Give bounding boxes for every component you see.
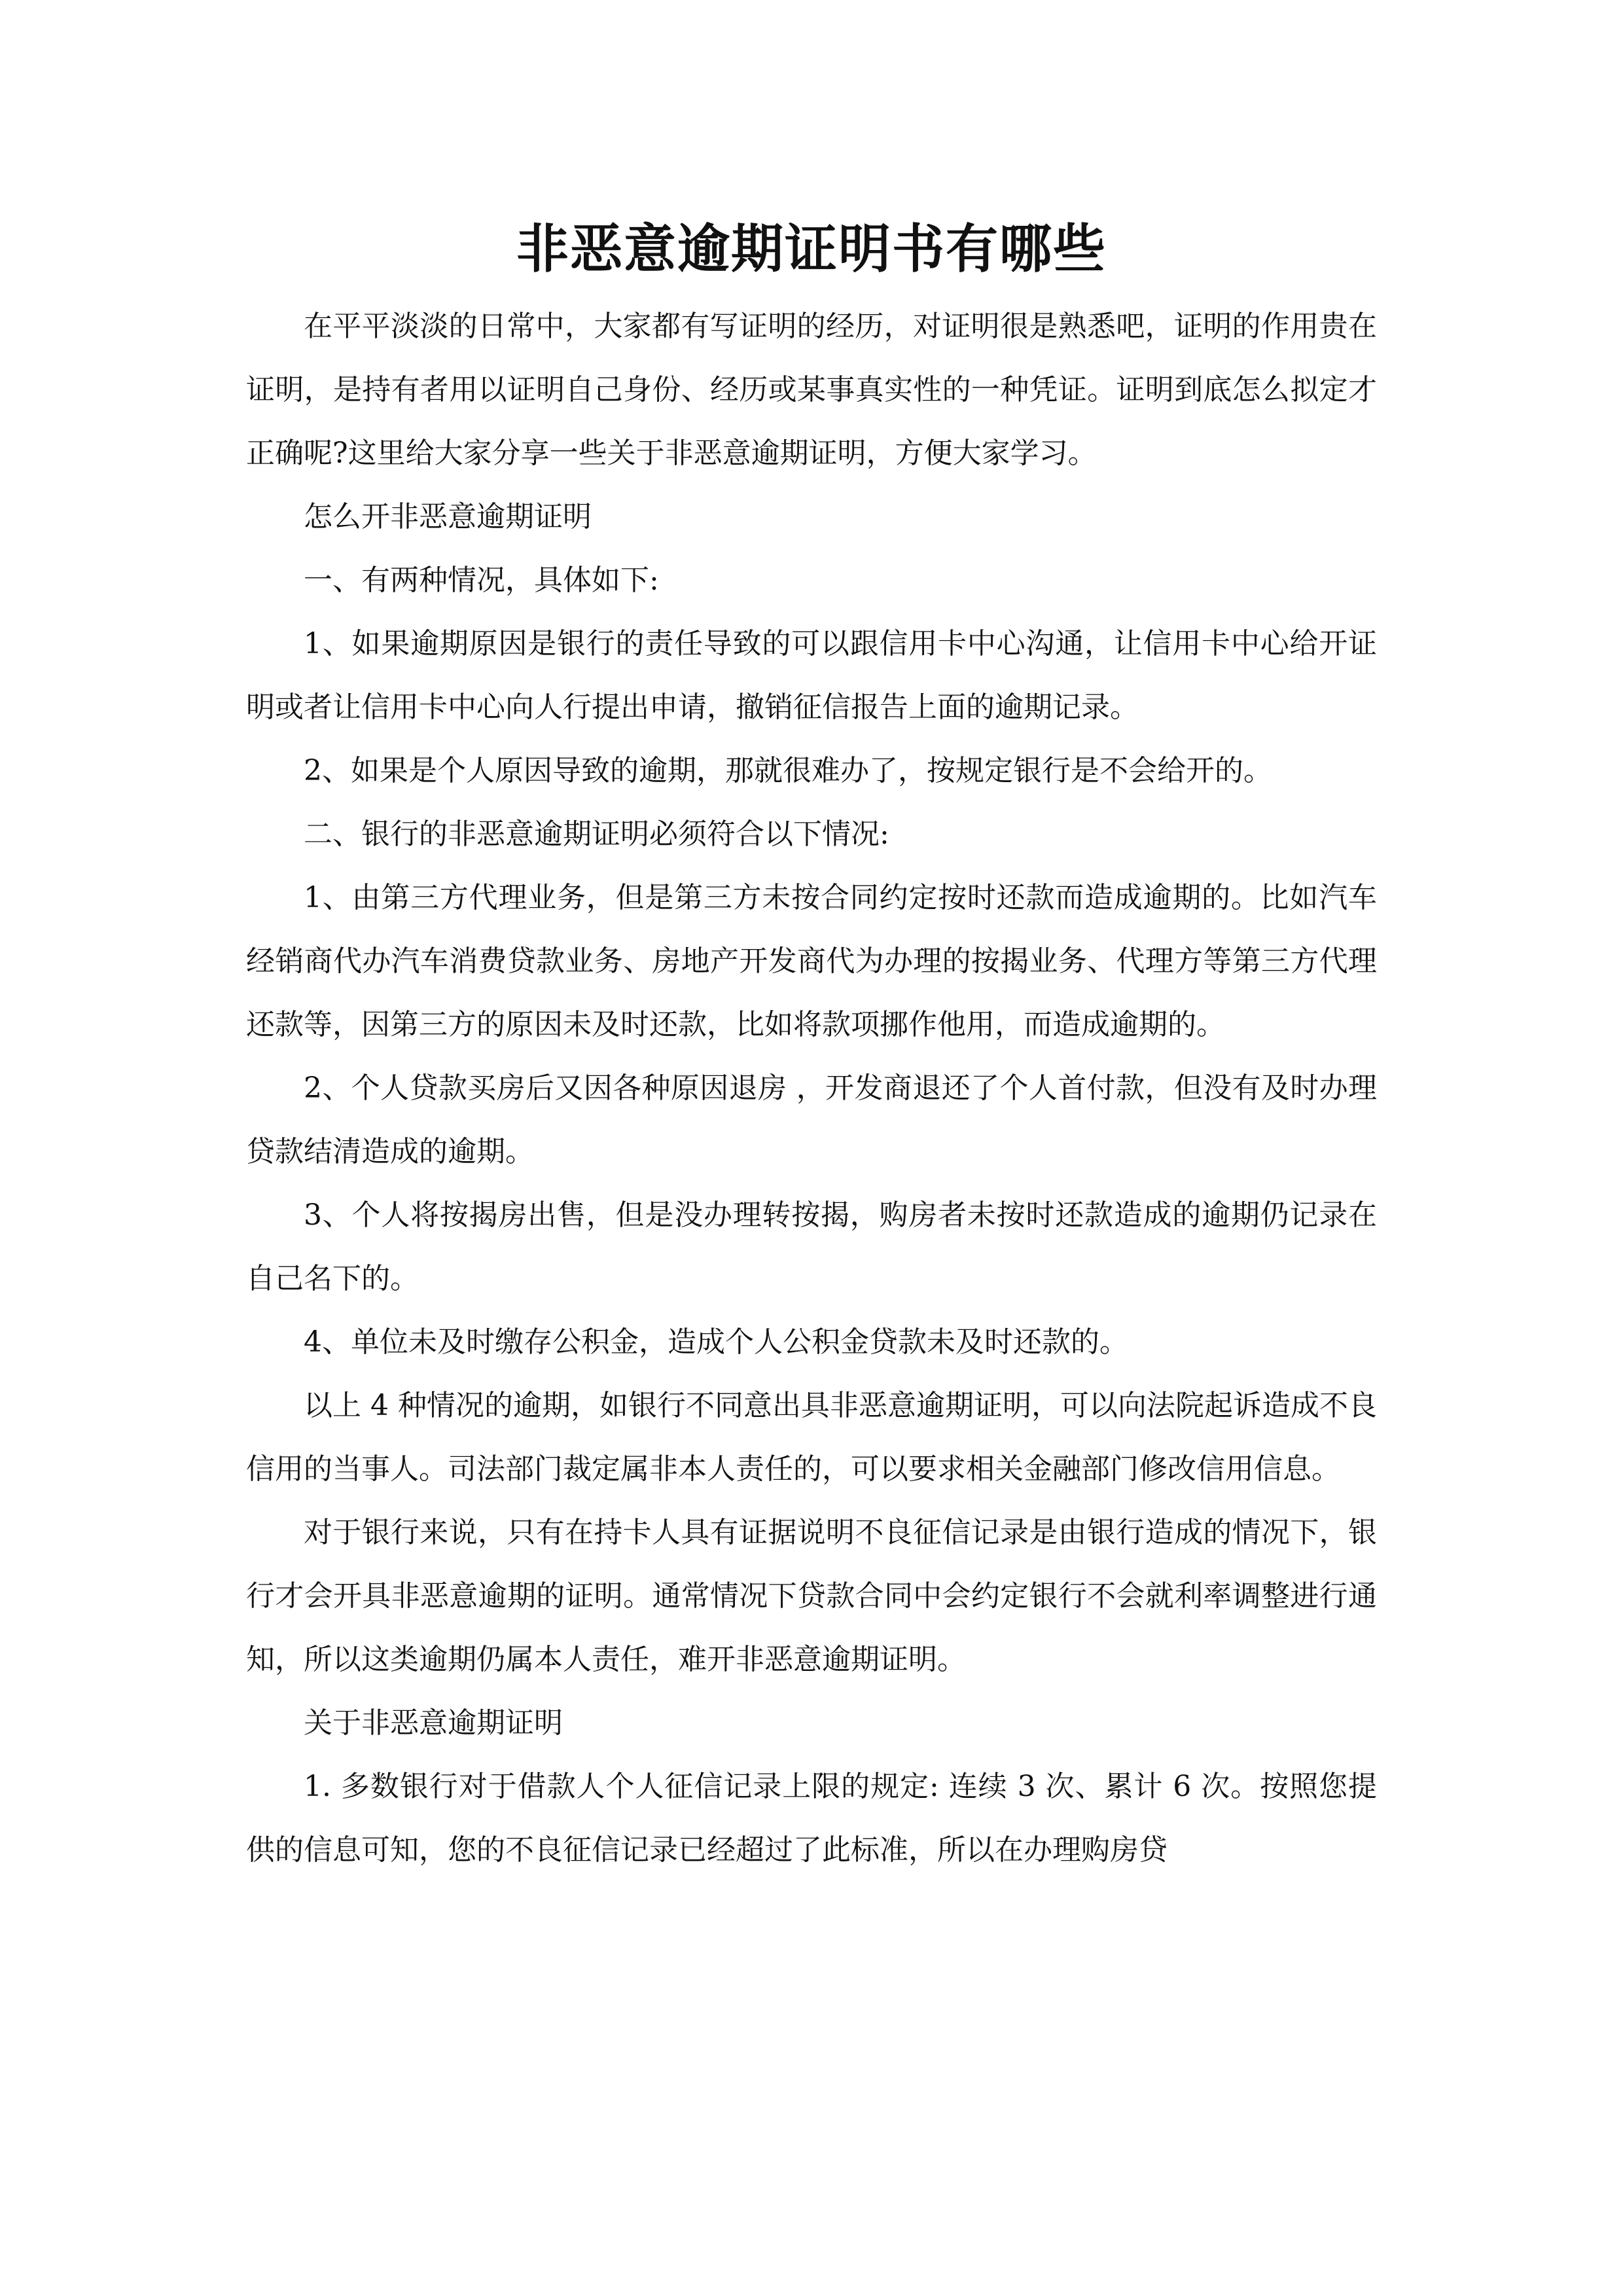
list-item: 4、单位未及时缴存公积金，造成个人公积金贷款未及时还款的。	[304, 1325, 1128, 1359]
list-heading-two-cases: 一、有两种情况，具体如下:	[304, 564, 659, 597]
list-item: 3、个人将按揭房出售，但是没办理转按揭，购房者未按时还款造成的逾期仍记录在自己名下的。	[246, 1198, 1377, 1295]
section-heading-how-to: 怎么开非恶意逾期证明	[304, 500, 592, 533]
paragraph: 以上 4 种情况的逾期，如银行不同意出具非恶意逾期证明，可以向法院起诉造成不良信用的当事人。司法部门裁定属非本人责任的，可以要求相关金融部门修改信用信息。	[246, 1389, 1377, 1486]
list-item: 1、如果逾期原因是银行的责任导致的可以跟信用卡中心沟通，让信用卡中心给开证明或者让信用卡中心向人行提出申请，撤销征信报告上面的逾期记录。	[246, 627, 1377, 724]
paragraph: 对于银行来说，只有在持卡人具有证据说明不良征信记录是由银行造成的情况下，银行才会开具非恶意逾期的证明。通常情况下贷款合同中会约定银行不会就利率调整进行通知，所以这类逾期仍属本人责任，难开非恶意逾期证明。	[246, 1516, 1377, 1676]
list-heading-conditions: 二、银行的非恶意逾期证明必须符合以下情况:	[304, 817, 889, 851]
list-item: 2、如果是个人原因导致的逾期，那就很难办了，按规定银行是不会给开的。	[304, 754, 1272, 787]
list-item: 1. 多数银行对于借款人个人征信记录上限的规定: 连续 3 次、累计 6 次。按照您提供的信息可知，您的不良征信记录已经超过了此标准，所以在办理购房贷	[246, 1770, 1377, 1867]
section-heading-about: 关于非恶意逾期证明	[304, 1706, 563, 1740]
document-body	[246, 295, 1377, 1882]
document-title: 非恶意逾期证明书有哪些	[516, 218, 1107, 279]
list-item: 2、个人贷款买房后又因各种原因退房 ，开发商退还了个人首付款，但没有及时办理贷款结清造成的逾期。	[246, 1071, 1377, 1168]
document-page	[246, 209, 1377, 2212]
paragraph-intro: 在平平淡淡的日常中，大家都有写证明的经历，对证明很是熟悉吧，证明的作用贵在证明，是持有者用以证明自己身份、经历或某事真实性的一种凭证。证明到底怎么拟定才正确呢?这里给大家分享一些关于非恶意逾期证明，方便大家学习。	[246, 310, 1377, 470]
list-item: 1、由第三方代理业务，但是第三方未按合同约定按时还款而造成逾期的。比如汽车经销商代办汽车消费贷款业务、房地产开发商代为办理的按揭业务、代理方等第三方代理还款等，因第三方的原因未及时还款，比如将款项挪作他用，而造成逾期的。	[246, 881, 1377, 1041]
